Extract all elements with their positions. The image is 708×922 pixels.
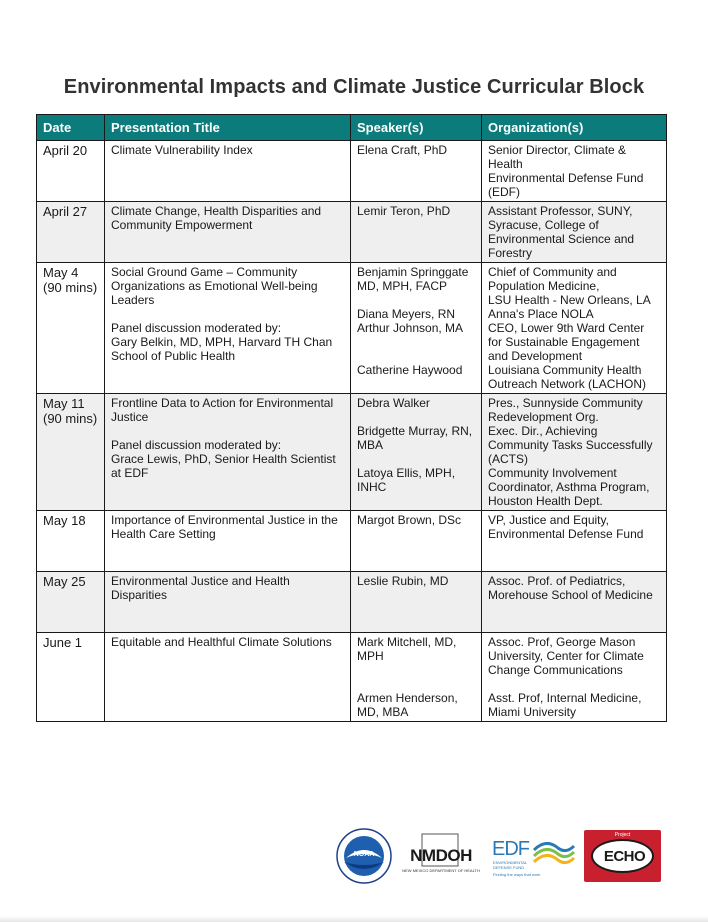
line-spacer <box>357 663 475 677</box>
organizations-line: Syracuse, College of <box>488 218 599 232</box>
date-line: May 4 <box>43 265 79 280</box>
speakers-line: MBA <box>357 438 384 452</box>
title-line: Panel discussion moderated by: <box>111 321 282 335</box>
organizations-line: Morehouse School of Medicine <box>488 588 653 602</box>
cell-organizations <box>482 263 667 394</box>
title-line: Frontline Data to Action for Environmental <box>111 396 334 410</box>
organizations-line: (EDF) <box>488 185 520 199</box>
cell-speakers <box>351 202 482 263</box>
schedule-table <box>36 114 667 722</box>
speakers-line: MD, MBA <box>357 705 409 719</box>
organizations-line: Exec. Dir., Achieving <box>488 424 598 438</box>
title-line: Grace Lewis, PhD, Senior Health Scientist <box>111 452 336 466</box>
organizations-line: Asst. Prof, Internal Medicine, <box>488 691 642 705</box>
line-spacer <box>357 293 475 307</box>
organizations-line: Community Involvement <box>488 466 617 480</box>
nmdoh-text: NMDOH <box>410 846 472 865</box>
organizations-line: Population Medicine, <box>488 279 600 293</box>
organizations-line: Change Communications <box>488 663 623 677</box>
header-date: Date <box>37 115 105 141</box>
cell-organizations <box>482 633 667 722</box>
cell-speakers <box>351 141 482 202</box>
echo-text: ECHO <box>603 848 646 865</box>
date-line: May 11 <box>43 396 85 411</box>
sponsor-logos <box>336 826 666 886</box>
line-spacer <box>111 424 344 438</box>
cell-date <box>37 394 105 511</box>
echo-project-text: Project <box>614 832 631 838</box>
cell-organizations <box>482 202 667 263</box>
title-line: Importance of Environmental Justice in the <box>111 513 338 527</box>
title-line: Social Ground Game – Community <box>111 265 298 279</box>
speakers-line: Diana Meyers, RN <box>357 307 456 321</box>
edf-subtext: ENVIRONMENTAL DEFENSE FUND <box>493 860 528 870</box>
table-row <box>37 633 667 722</box>
organizations-line: Anna's Place NOLA <box>488 307 594 321</box>
organizations-line: Houston Health Dept. <box>488 494 603 508</box>
table-row <box>37 394 667 511</box>
speakers-line: Armen Henderson, <box>357 691 458 705</box>
cell-speakers <box>351 511 482 572</box>
echo-badge <box>591 839 654 873</box>
line-spacer <box>488 677 660 691</box>
title-line: Climate Change, Health Disparities and <box>111 204 322 218</box>
date-line: June 1 <box>43 635 83 650</box>
cell-organizations <box>482 511 667 572</box>
edf-wave-icon <box>532 836 576 870</box>
nmdoh-subtext: NEW MEXICO DEPARTMENT OF HEALTH <box>402 868 480 873</box>
cell-title <box>105 202 351 263</box>
cell-date <box>37 202 105 263</box>
cell-date <box>37 263 105 394</box>
organizations-line: Coordinator, Asthma Program, <box>488 480 650 494</box>
cell-organizations <box>482 572 667 633</box>
noaa-logo <box>336 828 392 884</box>
cell-speakers <box>351 394 482 511</box>
table-row <box>37 263 667 394</box>
speakers-line: Lemir Teron, PhD <box>357 204 451 218</box>
organizations-line: Community Tasks Successfully <box>488 438 653 452</box>
organizations-line: Forestry <box>488 246 533 260</box>
speakers-line: Catherine Haywood <box>357 363 463 377</box>
organizations-line: Miami University <box>488 705 577 719</box>
speakers-line: Leslie Rubin, MD <box>357 574 449 588</box>
table-row <box>37 511 667 572</box>
table-row <box>37 141 667 202</box>
noaa-text: NOAA <box>353 851 375 858</box>
speakers-line: Latoya Ellis, MPH, <box>357 466 456 480</box>
organizations-line: Assoc. Prof. of Pediatrics, <box>488 574 626 588</box>
organizations-line: Environmental Defense Fund <box>488 171 644 185</box>
title-line: Environmental Justice and Health <box>111 574 290 588</box>
speakers-line: Arthur Johnson, MA <box>357 321 464 335</box>
title-line: Community Empowerment <box>111 218 253 232</box>
line-spacer <box>357 452 475 466</box>
edf-tagline: Finding the ways that work <box>493 872 541 877</box>
date-line: April 27 <box>43 204 88 219</box>
speakers-line: MD, MPH, FACP <box>357 279 448 293</box>
line-spacer <box>111 307 344 321</box>
edf-text: EDF <box>492 838 529 860</box>
speakers-line: Bridgette Murray, RN, <box>357 424 473 438</box>
organizations-line: for Sustainable Engagement <box>488 335 640 349</box>
title-line: Organizations as Emotional Well-being <box>111 279 318 293</box>
organizations-line: Senior Director, Climate & <box>488 143 627 157</box>
cell-title <box>105 141 351 202</box>
cell-organizations <box>482 394 667 511</box>
speakers-line: Benjamin Springgate <box>357 265 469 279</box>
cell-title <box>105 394 351 511</box>
cell-speakers <box>351 572 482 633</box>
cell-date <box>37 633 105 722</box>
cell-title <box>105 572 351 633</box>
organizations-line: Assistant Professor, SUNY, <box>488 204 633 218</box>
line-spacer <box>357 335 475 349</box>
line-spacer <box>357 349 475 363</box>
organizations-line: Environmental Defense Fund <box>488 527 644 541</box>
date-line: May 18 <box>43 513 86 528</box>
line-spacer <box>357 677 475 691</box>
date-line: (90 mins) <box>43 280 98 295</box>
cell-speakers <box>351 633 482 722</box>
cell-title <box>105 263 351 394</box>
title-line: Justice <box>111 410 149 424</box>
page-bottom-edge <box>0 916 708 922</box>
title-line: Leaders <box>111 293 155 307</box>
line-spacer <box>357 410 475 424</box>
nmdoh-logo <box>398 832 484 880</box>
title-line: School of Public Health <box>111 349 236 363</box>
title-line: Climate Vulnerability Index <box>111 143 253 157</box>
title-line: at EDF <box>111 466 149 480</box>
date-line: May 25 <box>43 574 86 589</box>
title-line: Health Care Setting <box>111 527 216 541</box>
organizations-line: LSU Health - New Orleans, LA <box>488 293 651 307</box>
table-row <box>37 572 667 633</box>
organizations-line: Assoc. Prof, George Mason <box>488 635 636 649</box>
speakers-line: Mark Mitchell, MD, <box>357 635 457 649</box>
speakers-line: MPH <box>357 649 384 663</box>
organizations-line: Redevelopment Org. <box>488 410 599 424</box>
table-header-row <box>37 115 667 141</box>
date-line: April 20 <box>43 143 88 158</box>
cell-date <box>37 141 105 202</box>
speakers-line: INHC <box>357 480 387 494</box>
title-line: Panel discussion moderated by: <box>111 438 282 452</box>
header-speakers: Speaker(s) <box>351 115 482 141</box>
cell-date <box>37 572 105 633</box>
title-line: Equitable and Healthful Climate Solutions <box>111 635 332 649</box>
organizations-line: VP, Justice and Equity, <box>488 513 609 527</box>
organizations-line: University, Center for Climate <box>488 649 644 663</box>
cell-date <box>37 511 105 572</box>
organizations-line: Pres., Sunnyside Community <box>488 396 643 410</box>
header-title: Presentation Title <box>105 115 351 141</box>
organizations-line: Environmental Science and <box>488 232 635 246</box>
organizations-line: Louisiana Community Health <box>488 363 642 377</box>
speakers-line: Debra Walker <box>357 396 430 410</box>
speakers-line: Margot Brown, DSc <box>357 513 462 527</box>
organizations-line: (ACTS) <box>488 452 528 466</box>
date-line: (90 mins) <box>43 411 98 426</box>
cell-title <box>105 633 351 722</box>
table-row <box>37 202 667 263</box>
edf-logo <box>492 834 576 880</box>
speakers-line: Elena Craft, PhD <box>357 143 448 157</box>
cell-title <box>105 511 351 572</box>
organizations-line: and Development <box>488 349 583 363</box>
organizations-line: Health <box>488 157 523 171</box>
title-line: Gary Belkin, MD, MPH, Harvard TH Chan <box>111 335 333 349</box>
echo-logo <box>584 830 661 882</box>
cell-speakers <box>351 263 482 394</box>
title-line: Disparities <box>111 588 168 602</box>
header-organizations: Organization(s) <box>482 115 667 141</box>
organizations-line: Chief of Community and <box>488 265 617 279</box>
page-title: Environmental Impacts and Climate Justice Curricular Block <box>63 76 645 98</box>
organizations-line: Outreach Network (LACHON) <box>488 377 647 391</box>
organizations-line: CEO, Lower 9th Ward Center <box>488 321 645 335</box>
cell-organizations <box>482 141 667 202</box>
